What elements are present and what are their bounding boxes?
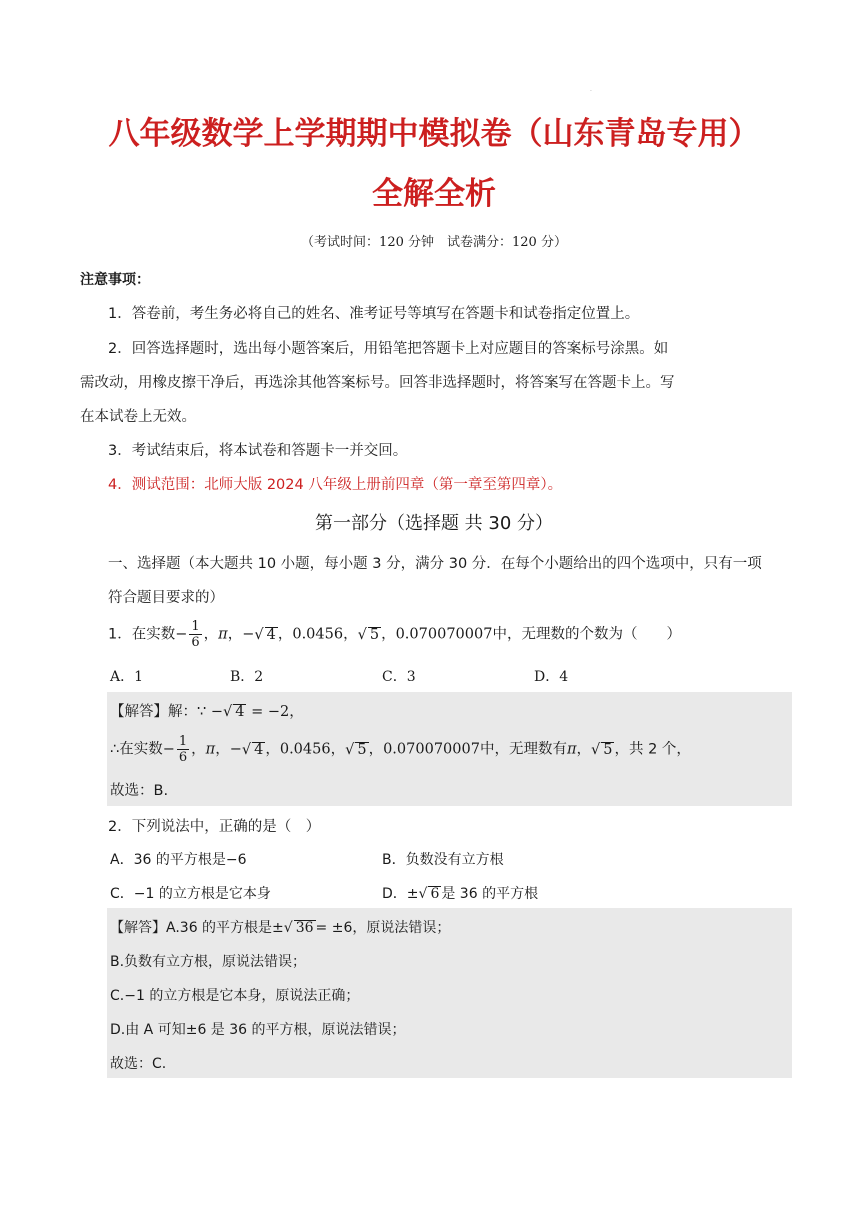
q2-option-c: C．−1 的立方根是它本身: [110, 886, 271, 902]
radical-icon: [358, 627, 367, 643]
section-intro-line-1: 一、选择题（本大题共 10 小题，每小题 3 分，满分 30 分．在每个小题给出的四个选项中，只有一项: [108, 556, 762, 572]
q1-ans-num2: 0.070070007: [383, 741, 480, 758]
q1-frac-den: 6: [191, 635, 200, 650]
exam-info: （考试时间：120 分钟 试卷满分：120 分）: [301, 235, 567, 250]
q2-option-b: B．负数没有立方根: [382, 852, 504, 868]
q1-answer-line-1: [110, 700, 304, 721]
document-title: 八年级数学上学期期中模拟卷（山东青岛专用）: [108, 116, 760, 152]
q1-frac-num: 1: [191, 619, 200, 634]
q1-option-c: C．3: [382, 669, 416, 685]
section-title: 第一部分（选择题 共 30 分）: [314, 513, 554, 534]
q1-ans-frac-den: 6: [178, 750, 188, 765]
q2-option-d: [382, 883, 538, 903]
radical-icon: [591, 742, 600, 758]
q1-prefix: 1．在实数: [108, 626, 176, 643]
q1-num2: 0.070070007: [395, 626, 493, 643]
q1-option-b: B．2: [230, 669, 264, 685]
q1-ans-sqrt4: 4: [235, 704, 245, 720]
q1-ans-sqrt5-2: 5: [603, 741, 613, 758]
radical-icon: [242, 742, 251, 758]
q2-answer-b: B.负数有立方根，原说法错误；: [110, 954, 307, 970]
q1-tail: 中，无理数的个数为（ ）: [492, 626, 681, 643]
question-1-stem: 1．在实数− $\frac{1}{6}$ ，π，−√ 4 ，0.0456，√ 5 ，0.070070007中，无理数的个数为（ ）: [108, 619, 681, 650]
document-subtitle: 全解全析: [372, 176, 496, 212]
notice-item-2-line-3: 在本试卷上无效。: [80, 409, 196, 425]
q1-sqrt5: 5: [369, 626, 380, 643]
page-marker-dot: ·: [590, 88, 592, 95]
q2-ans-a-suffix: = ±6，原说法错误；: [315, 920, 451, 936]
q1-answer-tail: ，共 2 个，: [614, 741, 691, 758]
q2-opt-d-suffix: 是 36 的平方根: [441, 886, 539, 902]
notice-item-2-line-1: 2．回答选择题时，选出每小题答案后，用铅笔把答题卡上对应题目的答案标号涂黑。如: [108, 341, 669, 357]
radical-icon: [284, 920, 293, 936]
q1-ans-fraction: [177, 734, 189, 765]
q1-ans-num1: 0.0456: [279, 741, 331, 758]
q1-sqrt4: 4: [266, 626, 276, 643]
q1-answer-choice: 故选：B.: [110, 783, 169, 799]
radical-icon: [223, 704, 232, 720]
q1-option-d: D．4: [534, 669, 569, 685]
q2-answer-d: D.由 A 可知±6 是 36 的平方根，原说法错误；: [110, 1022, 406, 1038]
notice-heading: 注意事项：: [80, 272, 150, 288]
radical-icon: [345, 742, 354, 758]
notice-item-3: 3．考试结束后，将本试卷和答题卡一并交回。: [108, 443, 408, 459]
q1-because: ∵: [197, 704, 207, 720]
q1-ans-pi: π: [205, 741, 216, 758]
notice-item-4: 4．测试范围：北师大版 2024 八年级上册前四章（第一章至第四章）。: [108, 477, 563, 493]
q1-ans-neg2: −: [229, 741, 242, 758]
q2-ans-a-prefix: 【解答】A.36 的平方根是±: [110, 920, 284, 936]
section-intro-line-2: 符合题目要求的）: [108, 590, 224, 606]
q1-neg-sqrt4: −: [242, 626, 255, 643]
radical-icon: [254, 627, 263, 643]
radical-icon: [419, 886, 428, 902]
q1-pi: π: [218, 626, 228, 643]
q1-neg: −: [210, 704, 223, 720]
q1-eq-rhs: = −2，: [251, 704, 304, 720]
q2-ans-a-rad: 36: [295, 920, 314, 936]
q1-option-a: A．1: [110, 669, 144, 685]
q1-answer-mid: 中，无理数有: [479, 741, 567, 758]
q2-opt-d-prefix: D．±: [382, 886, 419, 902]
notice-item-2-line-2: 需改动，用橡皮擦干净后，再选涂其他答案标号。回答非选择题时，将答案写在答题卡上。写: [80, 375, 675, 391]
q1-answer-label: 【解答】解：: [110, 704, 197, 720]
q1-fraction: [189, 619, 201, 650]
q1-ans-pi2: π: [566, 741, 577, 758]
q1-answer-line-2: ∴在实数− $\frac{1}{6}$ ，π，−√ 4 ，0.0456，√ 5 ，0.070070007中，无理数有π，√ 5 ，共 2 个，: [110, 734, 691, 765]
q2-opt-d-rad: 6: [430, 886, 440, 902]
q1-ans-sqrt4-2: 4: [254, 741, 264, 758]
q2-answer-a: [110, 917, 450, 937]
q1-ans-sqrt5: 5: [357, 741, 367, 758]
q1-neg-sign: −: [175, 626, 188, 643]
q2-option-a: A．36 的平方根是−6: [110, 852, 247, 868]
q1-ans-neg: −: [162, 741, 175, 758]
question-2-stem: 2．下列说法中，正确的是（ ）: [108, 819, 321, 835]
notice-item-1: 1．答卷前，考生务必将自己的姓名、准考证号等填写在答题卡和试卷指定位置上。: [108, 306, 640, 322]
q2-answer-choice: 故选：C.: [110, 1056, 167, 1072]
q1-ans-frac-num: 1: [178, 734, 188, 749]
q2-answer-c: C.−1 的立方根是它本身，原说法正确；: [110, 988, 360, 1004]
q1-num1: 0.0456: [292, 626, 344, 643]
q1-answer-prefix: ∴在实数: [110, 741, 163, 758]
